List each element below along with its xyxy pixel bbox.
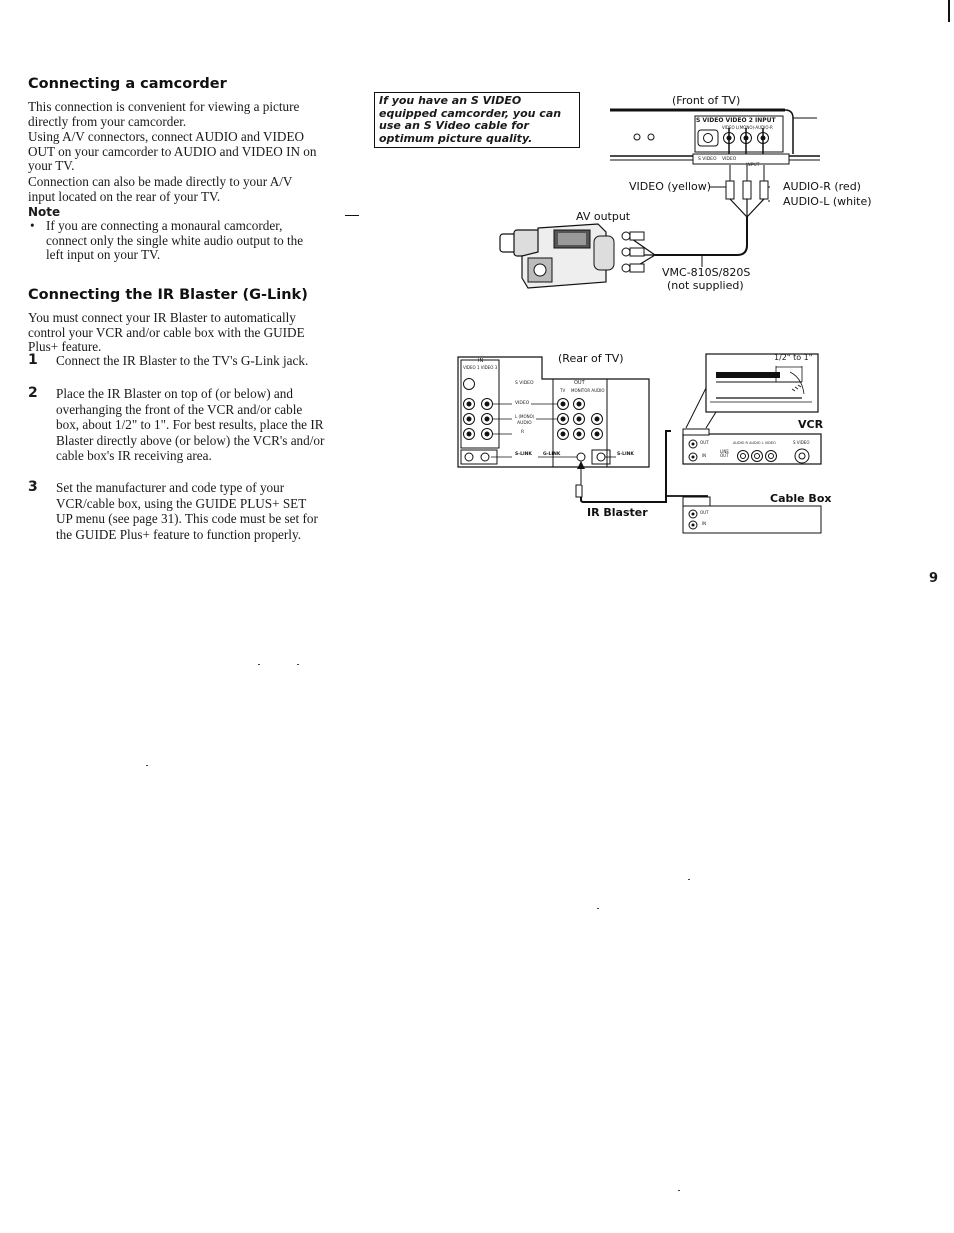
rear-svideo-label: S VIDEO	[515, 381, 534, 386]
vcr-rear-panel-drawing	[682, 428, 824, 468]
tv-front-video-audio-label: VIDEO L(MONO)-AUDIO-R	[722, 125, 773, 130]
scan-speck	[146, 765, 148, 766]
camcorder-paragraph-1: This connection is convenient for viewing a picture directly from your camcorder.	[28, 99, 300, 129]
ir-blaster-cable-branch	[660, 490, 720, 506]
tv-front-input-small-label: INPUT	[746, 163, 760, 168]
scan-speck	[597, 908, 599, 909]
gap-measure-label: 1/2" to 1"	[774, 353, 813, 362]
tv-front-svideo-video2-label: S VIDEO VIDEO 2 INPUT	[696, 117, 776, 124]
front-of-tv-label: (Front of TV)	[672, 94, 741, 107]
rear-video-label: VIDEO	[515, 401, 530, 406]
audio-l-white-label: AUDIO-L (white)	[783, 195, 872, 208]
not-supplied-label: (not supplied)	[667, 279, 744, 292]
cable-model-label: VMC-810S/820S	[662, 266, 751, 279]
margin-binding-mark	[948, 0, 950, 22]
vcr-label: VCR	[798, 418, 824, 431]
vcr-in-label: IN	[702, 453, 707, 458]
rear-monitor-audio-label: MONITOR AUDIO	[571, 388, 605, 393]
scan-speck	[297, 664, 299, 665]
rear-of-tv-label: (Rear of TV)	[558, 352, 624, 365]
rear-l-mono-label: L (MONO)	[515, 414, 535, 419]
ir-blaster-label: IR Blaster	[587, 506, 648, 519]
rear-r-label: R	[521, 430, 525, 435]
step-number: 3	[28, 479, 38, 495]
cable-box-out-label: OUT	[700, 510, 709, 515]
note-label: Note	[28, 205, 61, 219]
scan-speck	[688, 879, 690, 880]
rear-slink-label-left: S-LINK	[515, 452, 532, 457]
camcorder-paragraph-3: Connection can also be made directly to your A/V input located on the rear of your TV.	[28, 174, 293, 204]
vcr-audio-video-label: AUDIO R AUDIO L VIDEO	[733, 441, 776, 445]
note-text: If you are connecting a monaural camcorder, connect only the single white audio output to the left input on your TV.	[46, 218, 304, 263]
vcr-line-out-label: LINE OUT	[720, 449, 729, 458]
rear-tv-label: TV	[560, 388, 566, 393]
page-number: 9	[929, 571, 939, 586]
rear-audio-label: AUDIO	[517, 421, 532, 426]
rear-in-label: IN	[478, 358, 484, 364]
tv-front-video-small-label: VIDEO	[722, 157, 737, 162]
vcr-out-label: OUT	[700, 440, 709, 445]
camcorder-illustration	[498, 222, 658, 294]
rear-slink-label-right: S-LINK	[617, 452, 634, 457]
step-text: Connect the IR Blaster to the TV's G-Link jack.	[56, 353, 309, 368]
cable-box-label: Cable Box	[770, 492, 832, 505]
cable-box-in-label: IN	[702, 521, 707, 526]
tv-rear-panel-drawing	[456, 355, 671, 505]
step-number: 2	[28, 385, 38, 401]
tv-front-svideo-small-label: S VIDEO	[698, 157, 717, 162]
section-title-connecting-camcorder: Connecting a camcorder	[28, 76, 227, 92]
ir-blaster-intro: You must connect your IR Blaster to automatically control your VCR and/or cable box with the GUIDE Plus+ feature.	[28, 310, 305, 355]
section-title-ir-blaster: Connecting the IR Blaster (G-Link)	[28, 287, 308, 303]
svideo-callout-box: If you have an S VIDEO equipped camcorder, you can use an S Video cable for optimum picture quality.	[374, 92, 580, 148]
scan-speck	[258, 664, 260, 665]
rear-glink-label: G-LINK	[543, 452, 561, 457]
steps-list	[28, 352, 358, 567]
step-number: 1	[28, 352, 38, 368]
rear-video1-video3-label: VIDEO 1 VIDEO 3	[463, 365, 498, 370]
camcorder-paragraph-2: Using A/V connectors, connect AUDIO and VIDEO OUT on your camcorder to AUDIO and VIDEO IN on your TV.	[28, 129, 317, 174]
av-output-label: AV output	[576, 210, 631, 223]
margin-arrow-mark	[345, 215, 359, 216]
audio-r-red-label: AUDIO-R (red)	[783, 180, 861, 193]
note-bullet: •	[30, 218, 35, 233]
step-text: Place the IR Blaster on top of (or below) and overhanging the front of the VCR and/or cable box, about 1/2" to 1". For best results, place the IR Blaster directly above (or below) the VCR's and/or cable box's IR receiving area.	[56, 386, 325, 464]
vcr-svideo-label: S VIDEO	[793, 440, 810, 445]
step-text: Set the manufacturer and code type of your VCR/cable box, using the GUIDE PLUS+ SET UP menu (see page 31). This code must be set for the GUIDE Plus+ feature to function properly.	[56, 480, 318, 542]
video-yellow-label: VIDEO (yellow)	[629, 180, 712, 193]
scan-speck	[678, 1190, 680, 1191]
rear-out-label: OUT	[574, 380, 585, 386]
